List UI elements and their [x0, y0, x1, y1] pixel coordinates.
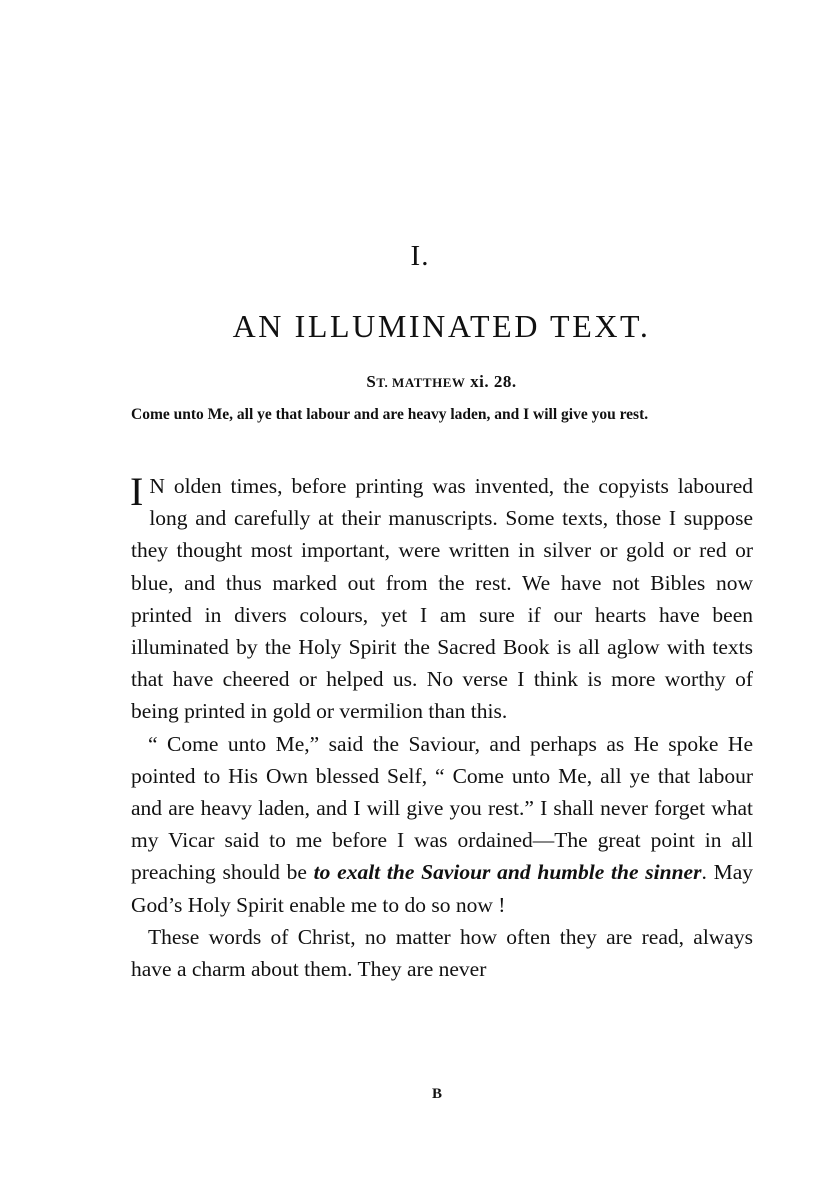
chapter-title: AN ILLUMINATED TEXT. [232, 308, 651, 344]
signature-mark: B [431, 1086, 442, 1102]
paragraph-2 [131, 728, 753, 921]
paragraph-3 [131, 921, 753, 985]
chapter-number: I. [410, 240, 430, 272]
paragraph-2-text: “ Come unto Me,” said the Saviour, and perhaps as He spoke He pointed to His Own blessed Self, “ Come unto Me, all ye that labour and are heavy laden, and I will give you rest.” I shall never forget what my Vicar said to me before I was ordained—The great point in all preaching should be [131, 731, 753, 885]
paragraph-2-emphasis: to exalt the Saviour and humble the sinner [313, 860, 702, 885]
body-text [131, 470, 753, 985]
paragraph-3-text: These words of Christ, no matter how often they are read, always have a charm about them. They are never [131, 924, 753, 982]
paragraph-1 [131, 470, 753, 728]
paragraph-1-text: N olden times, before printing was invented, the copyists laboured long and carefully at their manuscripts. Some texts, those I suppose they thought most important, were written in silver or gold or red or blue, and thus marked out from the rest. We have not Bibles now printed in divers colours, yet I am sure if our hearts have been illuminated by the Holy Spirit the Sacred Book is all aglow with texts that have cheered or helped us. No verse I think is more worthy of being printed in gold or vermilion than this. [131, 474, 753, 724]
reference-smallcaps: T. MATTHEW [376, 375, 466, 390]
reference-verse: xi. 28. [465, 372, 517, 391]
drop-initial: I [130, 469, 144, 514]
paragraph-2-end: . May God’s Holy Spirit enable me to do so now ! [131, 860, 753, 917]
epigraph-verse: Come unto Me, all ye that labour and are heavy laden, and I will give you rest. [131, 406, 649, 423]
reference-initial: S [366, 372, 377, 391]
scripture-reference [0, 372, 840, 392]
